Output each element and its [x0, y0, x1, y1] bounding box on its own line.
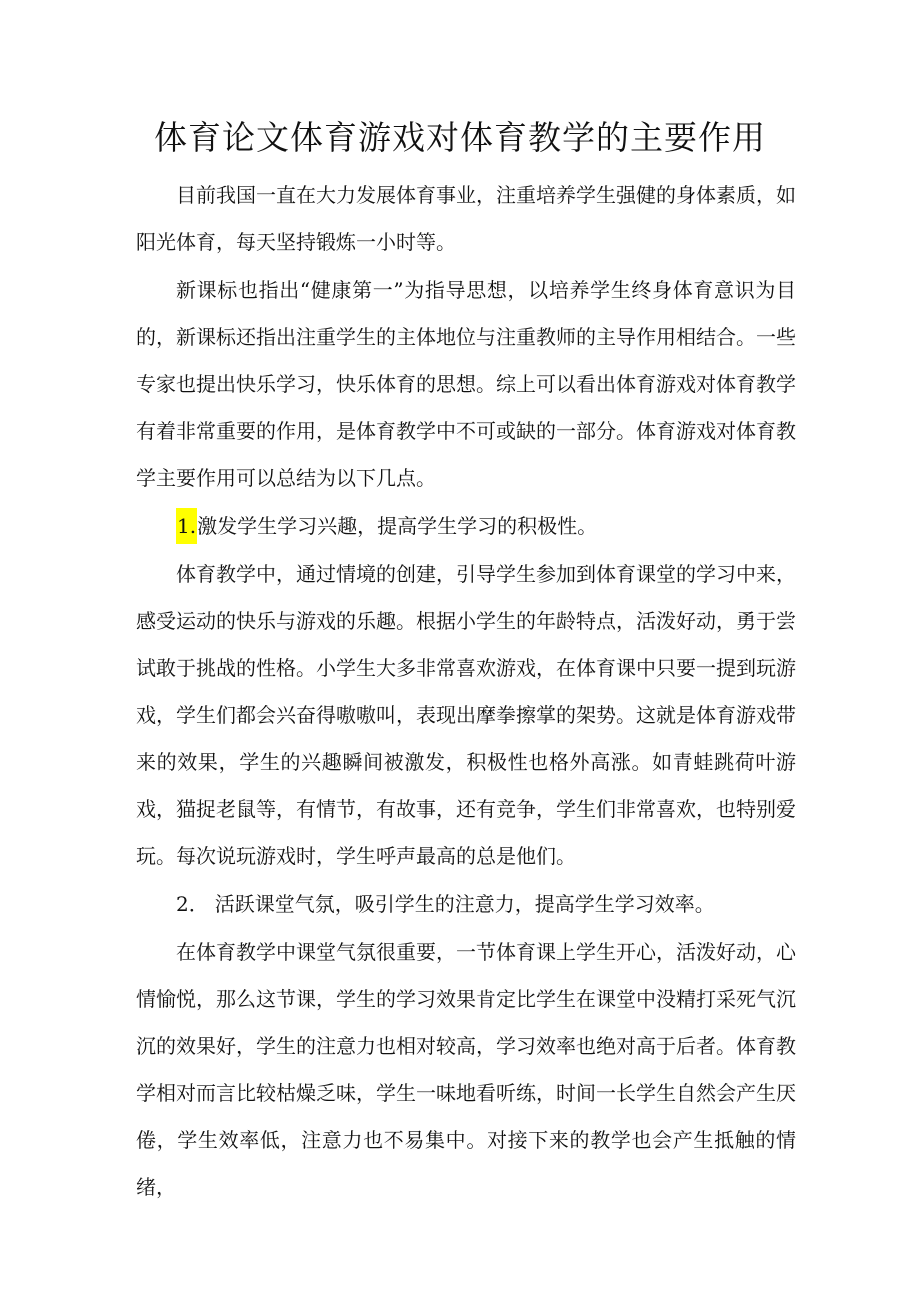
section-heading-2 [136, 881, 796, 928]
paragraph-curriculum: 新课标也指出“健康第一”为指导思想，以培养学生终身体育意识为目的，新课标还指出注重学生的主体地位与注重教师的主导作用相结合。一些专家也提出快乐学习，快乐体育的思想。综上可以看出体育游戏对体育教学有着非常重要的作用，是体育教学中不可或缺的一部分。体育游戏对体育教学主要作用可以总结为以下几点。 [136, 278, 796, 490]
paragraph-intro: 目前我国一直在大力发展体育事业，注重培养学生强健的身体素质，如阳光体育，每天坚持锻炼一小时等。 [136, 183, 796, 254]
section-heading-2-text: 活跃课堂气氛，吸引学生的注意力，提高学生学习效率。 [214, 892, 715, 916]
section-number-2: 2． [176, 892, 209, 916]
document-title: 体育论文体育游戏对体育教学的主要作用 [154, 118, 766, 157]
section-heading-1-text: 激发学生学习兴趣，提高学生学习的积极性。 [197, 514, 598, 538]
paragraph-interest: 体育教学中，通过情境的创建，引导学生参加到体育课堂的学习中来，感受运动的快乐与游戏的乐趣。根据小学生的年龄特点，活泼好动，勇于尝试敢于挑战的性格。小学生大多非常喜欢游戏，在体育课中只要一提到玩游戏，学生们都会兴奋得嗷嗷叫，表现出摩拳擦掌的架势。这就是体育游戏带来的效果，学生的兴趣瞬间被激发，积极性也格外高涨。如青蛙跳荷叶游戏，猫捉老鼠等，有情节，有故事，还有竞争，学生们非常喜欢，也特别爱玩。每次说玩游戏时，学生呼声最高的总是他们。 [136, 562, 796, 868]
section-heading-1 [136, 503, 796, 550]
paragraph-atmosphere: 在体育教学中课堂气氛很重要，一节体育课上学生开心，活泼好动，心情愉悦，那么这节课，学生的学习效果肯定比学生在课堂中没精打采死气沉沉的效果好，学生的注意力也相对较高，学习效率也绝对高于后者。体育教学相对而言比较枯燥乏味，学生一味地看听练，时间一长学生自然会产生厌倦，学生效率低，注意力也不易集中。对接下来的教学也会产生抵触的情绪， [136, 940, 796, 1199]
highlighted-number: 1. [176, 508, 197, 544]
document-body [136, 172, 796, 1211]
